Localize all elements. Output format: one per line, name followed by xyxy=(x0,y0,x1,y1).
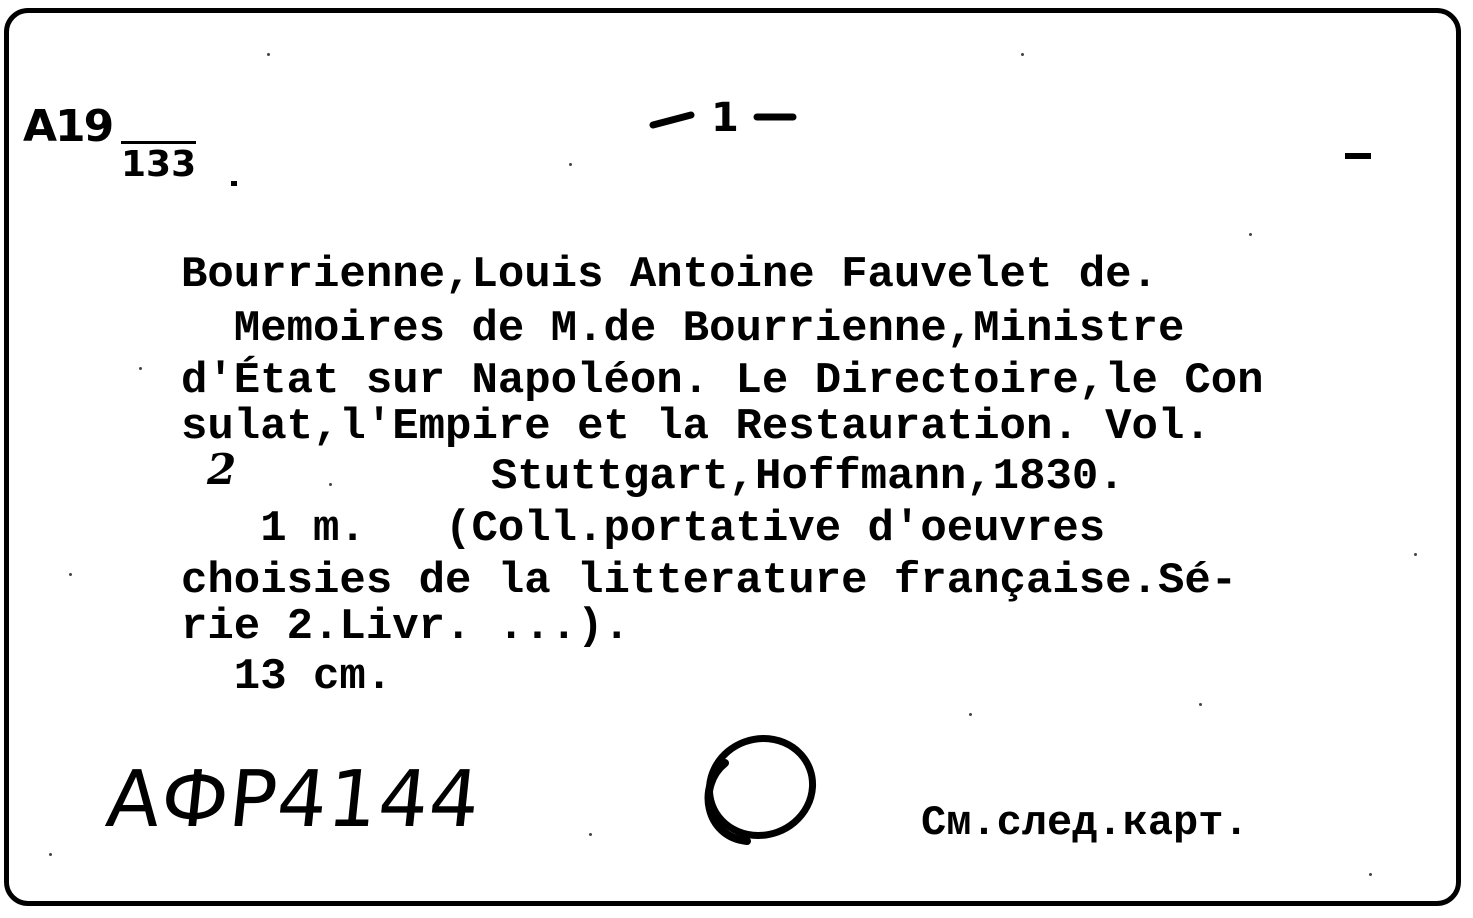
size-line: 13 cm. xyxy=(181,652,393,702)
speckle xyxy=(569,163,572,166)
accession-number: АФР4144 xyxy=(102,755,485,845)
title-line-1: Memoires de M.de Bourrienne,Ministre xyxy=(181,304,1185,354)
shelf-mark-dot xyxy=(231,181,237,186)
catalog-card xyxy=(4,8,1461,906)
page-number xyxy=(639,91,809,151)
page-number-digit: 1 xyxy=(711,95,739,141)
shelf-mark-subnumber: 133 xyxy=(121,141,196,184)
speckle xyxy=(69,573,72,576)
speckle xyxy=(329,483,332,486)
speckle xyxy=(969,713,972,716)
imprint-line: Stuttgart,Hoffmann,1830. xyxy=(491,452,1125,502)
series-line-1: choisies de la litterature française.Sé- xyxy=(181,556,1238,606)
stamp-circle-icon xyxy=(691,725,821,855)
volume-number: 2 xyxy=(207,445,237,494)
shelf-mark: А19 xyxy=(23,101,113,152)
speckle xyxy=(1369,873,1372,876)
speckle xyxy=(49,853,52,856)
title-line-2: d'État sur Napoléon. Le Directoire,le Con xyxy=(181,356,1264,406)
collation-line: 1 m. (Coll.portative d'oeuvres xyxy=(181,504,1106,554)
series-line-2: rie 2.Livr. ...). xyxy=(181,602,630,652)
corner-dash xyxy=(1345,153,1371,159)
title-line-3: sulat,l'Empire et la Restauration. Vol. xyxy=(181,402,1211,452)
speckle xyxy=(267,53,270,56)
speckle xyxy=(139,367,142,370)
speckle xyxy=(1021,53,1024,56)
speckle xyxy=(1249,233,1252,236)
author-heading: Bourrienne,Louis Antoine Fauvelet de. xyxy=(181,250,1158,300)
speckle xyxy=(589,833,592,836)
see-next-card-note: См.след.карт. xyxy=(921,799,1249,847)
speckle xyxy=(1199,703,1202,706)
speckle xyxy=(1414,553,1417,556)
